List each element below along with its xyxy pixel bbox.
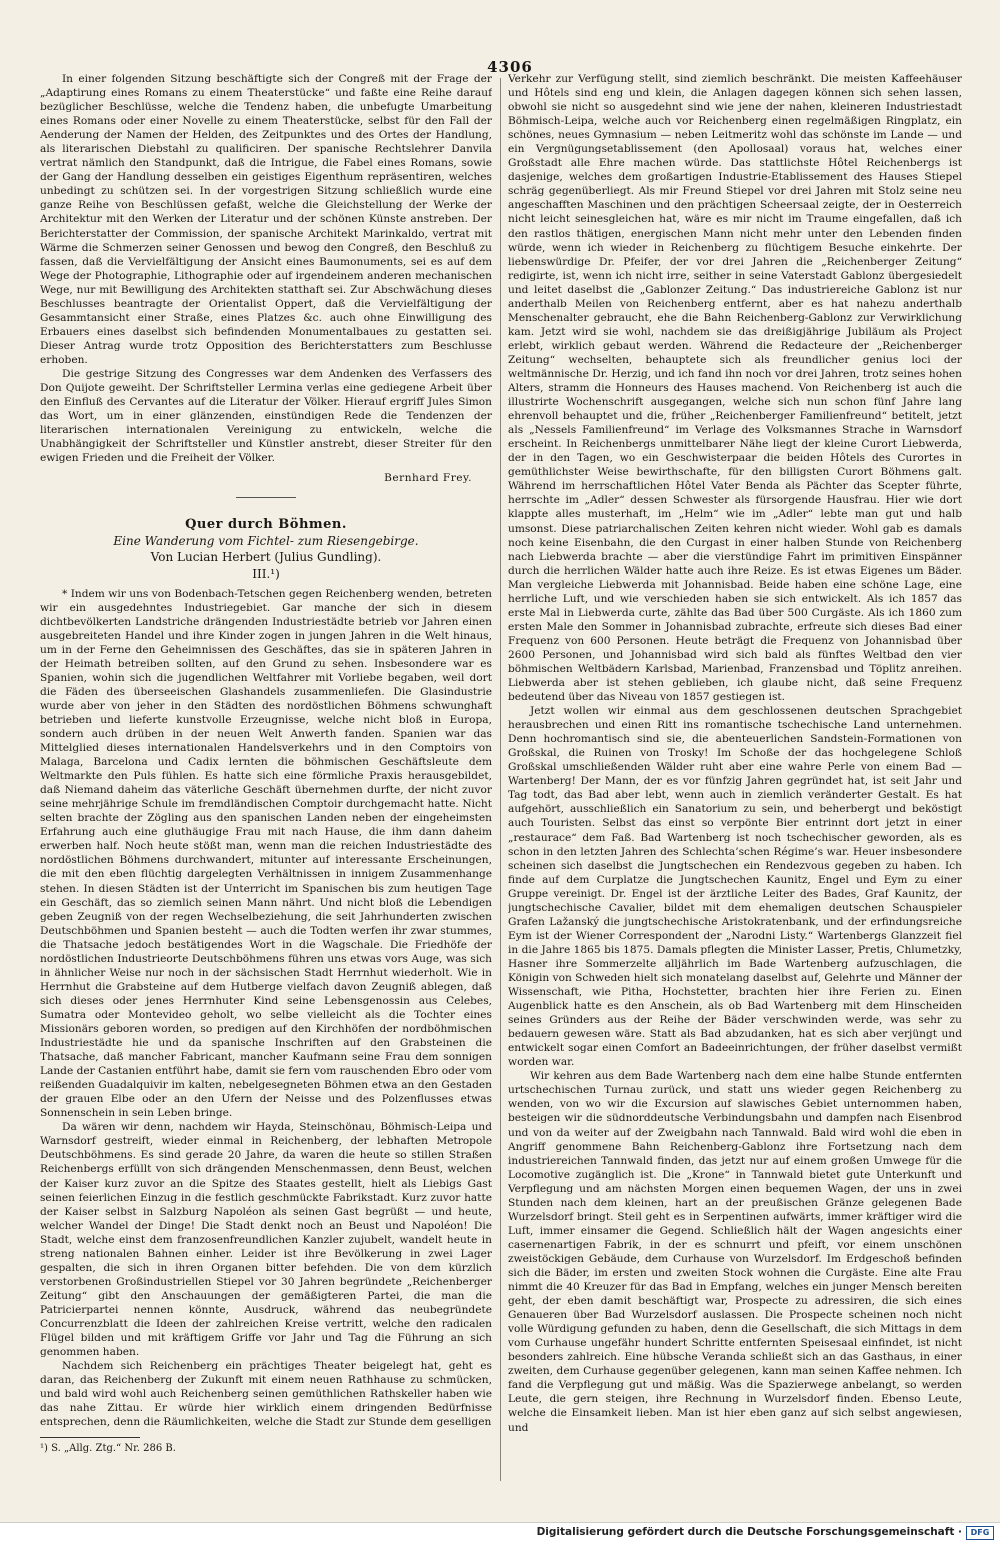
funding-credit: Digitalisierung gefördert durch die Deutsche Forschungsgemeinschaft · [536, 1526, 962, 1538]
dfg-logo-icon: DFG [966, 1526, 994, 1540]
footer-bar [0, 1522, 1000, 1542]
left-column [40, 72, 492, 1483]
page-number: 4306 [487, 58, 533, 76]
article-subtitle: Eine Wanderung vom Fichtel- zum Riesengebirge. [113, 534, 419, 549]
paragraph: In einer folgenden Sitzung beschäftigte sich der Congreß mit der Frage der „Adaptirung eines Romans zu einem Theaterstücke“ und faßte eine Reihe darauf bezüglicher Beschlüsse, welche die Tendenz haben, die unbefugte Umarbeitung eines Romans oder einer Novelle zu einem Theaterstücke, selbst für den Fall der Aenderung der Namen der Helden, des Zeitpunktes und des Ortes der Handlung, als literarischen Diebstahl zu qualificiren. Der spanische Rechtslehrer Danvila vertrat nämlich den Standpunkt, daß die Intrigue, die Fabel eines Romans, sowie der Gang der Handlung desselben ein geistiges Eigenthum repräsentiren, welches unbedingt zu schützen sei. In der vorgestrigen Sitzung schließlich wurde eine ganze Reihe von Beschlüssen gefaßt, welche die Gleichstellung der Werke der Architektur mit den Werken der Literatur und der schönen Künste anstreben. Der Berichterstatter der Commission, der spanische Architekt Marinkaldo, vertrat mit Wärme die Schmerzen seiner Genossen und bewog den Congreß, den Beschluß zu fassen, daß die Vervielfältigung der Ansicht eines Baumonuments, sei es auf dem Wege der Photographie, Lithographie oder auf irgendeinem anderen mechanischen Wege, nur mit Bewilligung des Architekten statthaft sei. Zur Abschwächung dieses Beschlusses beantragte der Orientalist Oppert, daß die Vervielfältigung der Gesammtansicht einer Straße, eines Platzes &c. auch ohne Einwilligung des Erbauers eines daselbst sich befindenden Monumentalbaues zu gestatten sei. Dieser Antrag wurde trotz Opposition des Berichterstatters zum Beschlusse erhoben. [40, 73, 492, 366]
right-column [508, 72, 962, 1483]
article-author: Von Lucian Herbert (Julius Gundling). [150, 550, 382, 565]
footnote-rule [40, 1437, 140, 1438]
column-divider [500, 78, 501, 1481]
article-title: Quer durch Böhmen. [185, 517, 347, 533]
paragraph: Nachdem sich Reichenberg ein prächtiges Theater beigelegt hat, geht es daran, das Reichenberg der Zukunft mit einem neuen Rathhause zu schmücken, und bald wird wohl auch Reichenberg seinen gemüthlichen Rathskeller haben wie das nahe Zittau. Er würde hier wirklich einem dringenden Bedürfnisse entsprechen, denn die Räumlichkeiten, welche die Stadt zur Stunde dem geselligen [40, 1360, 492, 1429]
paragraph: Jetzt wollen wir einmal aus dem geschlossenen deutschen Sprachgebiet herausbrechen und einen Ritt ins romantische tschechische Land unternehmen. Denn hochromantisch sind sie, die abenteuerlichen Sandstein-Formationen von Großskal, die Ruinen von Trosky! Im Schoße der das hochgelegene Schloß Großskal umschließenden Wälder ruht aber eine wahre Perle von einem Bad — Wartenberg! Der Mann, der es vor fünfzig Jahren gegründet hat, ist seit Jahr und Tag todt, das Bad aber lebt, wenn auch in ziemlich veränderter Gestalt. Es hat aufgehört, ausschließlich ein Sanatorium zu sein, und beherbergt und beköstigt auch Touristen. Selbst das einst so verpönte Bier entrinnt dort jetzt in einer „restaurace“ dem Faß. Bad Wartenberg ist noch tschechischer geworden, als es schon in den letzten Jahren des Schlechta’schen Régime’s war. Heuer insbesondere scheinen sich daselbst die Jungtschechen ein Rendezvous gegeben zu haben. Ich finde auf dem Curplatze die Jungtschechen Kaunitz, Engel und Eym zu einer Gruppe vereinigt. Dr. Engel ist der ärztliche Leiter des Bades, Graf Kaunitz, der jungtschechische Cavalier, bildet mit dem ehemaligen deutschen Schauspieler Grafen Lažanský die jungtschechische Aristokratenbank, und der erfindungsreiche Eym ist der Wiener Correspondent der „Narodni Listy.“ Wartenbergs Glanzzeit fiel in die Jahre 1865 bis 1875. Damals pflegten die Minister Lasser, Pretis, Chlumetzky, Hasner ihre Sommerzelte alljährlich im Bade Wartenberg aufzuschlagen, die Königin von Schweden hielt sich monatelang daselbst auf, Gelehrte und Männer der Wissenschaft, wie Pitha, Hochstetter, brachten hier ihre Ferien zu. Einen Augenblick hatte es den Anschein, als ob Bad Wartenberg mit dem Hinscheiden seines Gründers aus der Reihe der Bäder verschwinden werde, was sehr zu bedauern gewesen wäre. Statt als Bad abzudanken, hat es sich aber verjüngt und entwickelt sogar einen Comfort an Badeeinrichtungen, der früher daselbst vermißt worden war. [508, 705, 962, 1069]
paragraph: Da wären wir denn, nachdem wir Hayda, Steinschönau, Böhmisch-Leipa und Warnsdorf gestreift, wieder einmal in Reichenberg, der lebhaften Metropole Deutschböhmens. Es sind gerade 20 Jahre, da waren die heute so stillen Straßen Reichenbergs erfüllt von sich drängenden Menschenmassen, denn Beust, welchen der Kaiser kurz zuvor an die Spitze des Staates gestellt, hielt als Liebigs Gast seinen feierlichen Einzug in die festlich geschmückte Fabrikstadt. Kurz zuvor hatte der Kaiser selbst in Salzburg Napoléon als seinen Gast begrüßt — und heute, welcher Wandel der Dinge! Die Stadt denkt noch an Beust und Napoléon! Die Stadt, welche einst dem franzosenfreundlichen Kanzler zujubelt, wandelt heute in streng nationalen Bahnen einher. Leider ist ihre Bevölkerung in zwei Lager gespalten, die sich in ihren Organen bitter befehden. Die von dem kürzlich verstorbenen Großindustriellen Stiepel vor 30 Jahren begründete „Reichenberger Zeitung“ gibt den Anschauungen der gemäßigteren Partei, die man die Patricierpartei nennen könnte, Ausdruck, während das neubegründete Concurrenzblatt die Ideen der zahlreichen Kreise vertritt, welche den radicalen Flügel bilden und mit kräftigem Griffe vor Jahr und Tag die Führung an sich genommen haben. [40, 1121, 492, 1359]
footnote: ¹) S. „Allg. Ztg.“ Nr. 286 B. [40, 1443, 176, 1455]
paragraph: Verkehr zur Verfügung stellt, sind ziemlich beschränkt. Die meisten Kaffeehäuser und Hôtels sind eng und klein, die Anlagen dagegen können sich sehen lassen, obwohl sie nicht so ausgedehnt sind wie jene der nahen, kleineren Industriestadt Böhmisch-Leipa, welche auch vor Reichenberg einen regelmäßigen Ringplatz, ein schönes, neues Gymnasium — neben Leitmeritz wohl das schönste im Lande — und ein Vergnügungsetablissement (den Apollosaal) voraus hat, welches einer Großstadt alle Ehre machen würde. Das stattlichste Hôtel Reichenbergs ist dasjenige, welches dem großartigen Industrie-Etablissement des Hauses Stiepel schräg gegenüberliegt. Als mir Freund Stiepel vor drei Jahren mit Stolz seine neu angeschafften Maschinen und den prächtigen Scheersaal zeigte, der in Oesterreich nicht leicht seinesgleichen hat, wäre es mir nicht im Traume eingefallen, daß ich den rastlos thätigen, energischen Mann nicht mehr unter den Lebenden finden würde, wenn ich wieder in Reichenberg zu flüchtigem Besuche einkehrte. Der liebenswürdige Dr. Pfeifer, der vor drei Jahren die „Reichenberger Zeitung“ redigirte, ist, wenn ich nicht irre, seither in seine Vaterstadt Gablonz übergesiedelt und leitet daselbst die „Gablonzer Zeitung.“ Das industriereiche Gablonz ist nur anderthalb Meilen von Reichenberg entfernt, aber es hat nahezu anderthalb Menschenalter gebraucht, ehe die Bahn Reichenberg-Gablonz zur Verwirklichung kam. Jetzt wird sie wohl, nachdem sie das dreißigjährige Jubiläum als Project erlebt, wirklich gebaut werden. Während die Redacteure der „Reichenberger Zeitung“ wechselten, behauptete sich als freundlicher genius loci der weltmännische Dr. Herzig, und ich fand ihn noch vor drei Jahren, trotz seines hohen Alters, stramm die Honneurs des Hauses machend. Von Reichenberg ist auch die illustrirte Wochenschrift ausgegangen, welche sich nun schon fünf Jahre lang ehrenvoll behauptet und die, früher „Reichenberger Familienfreund“ betitelt, jetzt als „Nessels Familienfreund“ im Verlage des Volksmannes Strache in Warnsdorf erscheint. In Reichenbergs unmittelbarer Nähe liegt der kleine Curort Liebwerda, der in den Tagen, wo ein Geschwisterpaar die beiden Hôtels des Curortes in gemüthlichster Weise bewirthschafte, für den billigsten Curort Böhmens galt. Während im herrschaftlichen Hôtel Vater Benda als Pächter das Scepter führte, herrschte im „Adler“ dessen Schwester als fürsorgende Hausfrau. Hier wie dort klappte alles musterhaft, im „Helm“ wie im „Adler“ lebte man gut und halb umsonst. Diese patriarchalischen Zeiten kehren nicht wieder. Wohl gab es damals noch keine Eisenbahn, die den Curgast in einer halben Stunde von Reichenberg nach Liebwerda brachte — aber die vierstündige Fahrt im primitiven Einspänner durch die herrlichen Wälder hatte auch ihre Reize. Es ist etwas Eigenes um Bäder. Man vergleiche Liebwerda mit Johannisbad. Beide haben eine schöne Lage, eine herrliche Luft, und wie verschieden haben sie sich entwickelt. Als ich 1857 das erste Mal in Liebwerda curte, zählte das Bad über 500 Curgäste. Als ich 1860 zum ersten Male den Sommer in Johannisbad zubrachte, erfreute sich dieses Bad einer Frequenz von 600 Personen. Heute beträgt die Frequenz von Johannisbad über 2600 Personen, und Johannisbad wird sich bald als fünftes Weltbad den vier böhmischen Weltbädern Karlsbad, Marienbad, Franzensbad und Töplitz anreihen. Liebwerda aber ist stehen geblieben, ich glaube nicht, daß seine Frequenz bedeutend über das Niveau von 1857 gestiegen ist. [508, 73, 962, 704]
paragraph: Wir kehren aus dem Bade Wartenberg nach dem eine halbe Stunde entfernten urtschechischen Turnau zurück, und statt uns wieder gegen Reichenberg zu wenden, von wo wir die Excursion auf slawisches Gebiet unternommen haben, besteigen wir die südnorddeutsche Verbindungsbahn und dampfen nach Eisenbrod und von da weiter auf der Zweigbahn nach Tannwald. Bald wird wohl die eben in Angriff genommene Bahn Reichenberg-Gablonz ihre Fortsetzung nach dem industriereichen Tannwald finden, das jetzt nur auf einem großen Umwege für die Locomotive zugänglich ist. Die „Krone“ in Tannwald bietet gute Unterkunft und Verpflegung und am nächsten Morgen einen bequemen Wagen, der uns in zwei Stunden nach dem kleinen, hart an der preußischen Gränze gelegenen Bade Wurzelsdorf bringt. Steil geht es in Serpentinen aufwärts, immer kräftiger wird die Luft, immer einsamer die Gegend. Schließlich hält der Wagen angesichts einer casernenartigen Fabrik, in der es schnurrt und pfeift, vor einem unschönen zweistöckigen Gebäude, dem Curhause von Wurzelsdorf. Im Erdgeschoß befinden sich die Bäder, im ersten und zweiten Stock wohnen die Curgäste. Eine alte Frau nimmt die 40 Kreuzer für das Bad in Empfang, welches ein junger Mensch bereiten geht, der eben damit beschäftigt war, Prospecte zu adressiren, die sich eines Genaueren über Bad Wurzelsdorf auslassen. Die Prospecte scheinen noch nicht volle Würdigung gefunden zu haben, denn die Gesellschaft, die sich Mittags in dem vom Curhause ungefähr hundert Schritte entfernten Speisesaal einfindet, ist nicht besonders zahlreich. Eine hübsche Veranda schließt sich an das Gasthaus, in einer zweiten, dem Curhause gegenüber gelegenen, kann man seinen Kaffee nehmen. Ich fand die Verpflegung gut und mäßig. Was die Spazierwege anbelangt, so werden Leute, die gern steigen, ihre Rechnung in Wurzelsdorf finden. Ebenso Leute, welche die Einsamkeit lieben. Man ist hier eben ganz auf sich selbst angewiesen, und [508, 1070, 962, 1434]
article-part: III.¹) [252, 566, 280, 581]
paragraph: * Indem wir uns von Bodenbach-Tetschen gegen Reichenberg wenden, betreten wir ein ausgedehntes Industriegebiet. Gar manche der sich in diesem dichtbevölkerten Landstriche drängenden Industriestädte betrieb vor Jahren einen ausgebreiteten Handel und ihre Kinder zogen in jungen Jahren in die Welt hinaus, um in der Ferne den Geheimnissen des Geschäftes, das sie in späteren Jahren in der Heimath betreiben sollten, auf den Grund zu sehen. Insbesondere war es Spanien, wohin sich die jugendlichen Weltfahrer mit Vorliebe begaben, weil dort die Fäden des überseeischen Glashandels zusammenliefen. Die Glasindustrie wurde aber von jeher in den Städten des nordöstlichen Böhmens schwunghaft betrieben und lieferte kunstvolle Erzeugnisse, welche nicht bloß in Europa, sondern auch drüben in der neuen Welt Anwerth fanden. Spanien war das Mittelglied dieses internationalen Handelsverkehrs und in den Comptoirs von Malaga, Barcelona und Cadix lernten die böhmischen Geschäftsleute dem Weltmarkte den Puls fühlen. Es hatte sich eine förmliche Praxis herausgebildet, daß Niemand daheim das väterliche Geschäft übernehmen durfte, der nicht zuvor seine mehrjährige Schule im fremdländischen Comptoir durchgemacht hatte. Nicht selten brachte der Zögling aus den spanischen Landen neben der eingeheimsten Erfahrung auch eine gluthäugige Frau mit nach Hause, die ihm dann daheim erwerben half. Noch heute stößt man, wenn man die reichen Industriestädte des nordöstlichen Böhmens durchwandert, mitunter auf interessante Erscheinungen, die mit den eben flüchtig dargelegten Verhältnissen in innigem Zusammenhange stehen. In diesen Städten ist der Unterricht im Spanischen bis zum heutigen Tage ein Geschäft, das so ziemlich seinen Mann nährt. Und nicht bloß die Lebendigen geben Zeugniß von der regen Wechselbeziehung, die seit Jahrhunderten zwischen Deutschböhmen und Spanien besteht — auch die Todten werfen ihr zwar stummes, die Thatsache jedoch bestätigendes Wort in die Wagschale. Die Friedhöfe der nordöstlichen Industrieorte Deutschböhmens führen uns etwas vors Auge, was sich in ähnlicher Weise nur noch in der sächsischen Stadt Herrnhut wiederholt. Wie in Herrnhut die Grabsteine auf dem Hutberge vielfach davon Zeugniß ablegen, daß sich dieses oder jenes Herrnhuter Kind seine Lebensgenossin aus Celebes, Sumatra oder Montevideo geholt, wo selbe vielleicht als die Tochter eines Missionärs geboren worden, so predigen auf den Kirchhöfen der nordböhmischen Industriestädte hie und da spanische Inschriften auf den Grabsteinen die Thatsache, daß mancher Fabricant, mancher Kaufmann seine Frau dem sonnigen Lande der Castanien entführt habe, damit sie fern vom rauschenden Ebro oder vom reißenden Guadalquivir im kalten, nebelgesegneten Böhmen etwa an den Gestaden der grauen Elbe oder an den Ufern der Neisse und des Polzenflusses etwas Sonnenschein in sein Leben bringe. [40, 587, 492, 1120]
section-separator [236, 497, 296, 498]
paragraph: Die gestrige Sitzung des Congresses war dem Andenken des Verfassers des Don Quijote geweiht. Der Schriftsteller Lermina verlas eine gediegene Arbeit über den Einfluß des Cervantes auf die Literatur der Völker. Hierauf ergriff Jules Simon das Wort, um in einer glänzenden, einstündigen Rede die Tendenzen der literarischen internationalen Vereinigung zu entwickeln, welche die Unabhängigkeit der Schriftsteller und Künstler anstrebt, dieser Streiter für den ewigen Frieden und die Freiheit der Völker. [40, 367, 492, 465]
author-signature: Bernhard Frey. [384, 472, 472, 485]
